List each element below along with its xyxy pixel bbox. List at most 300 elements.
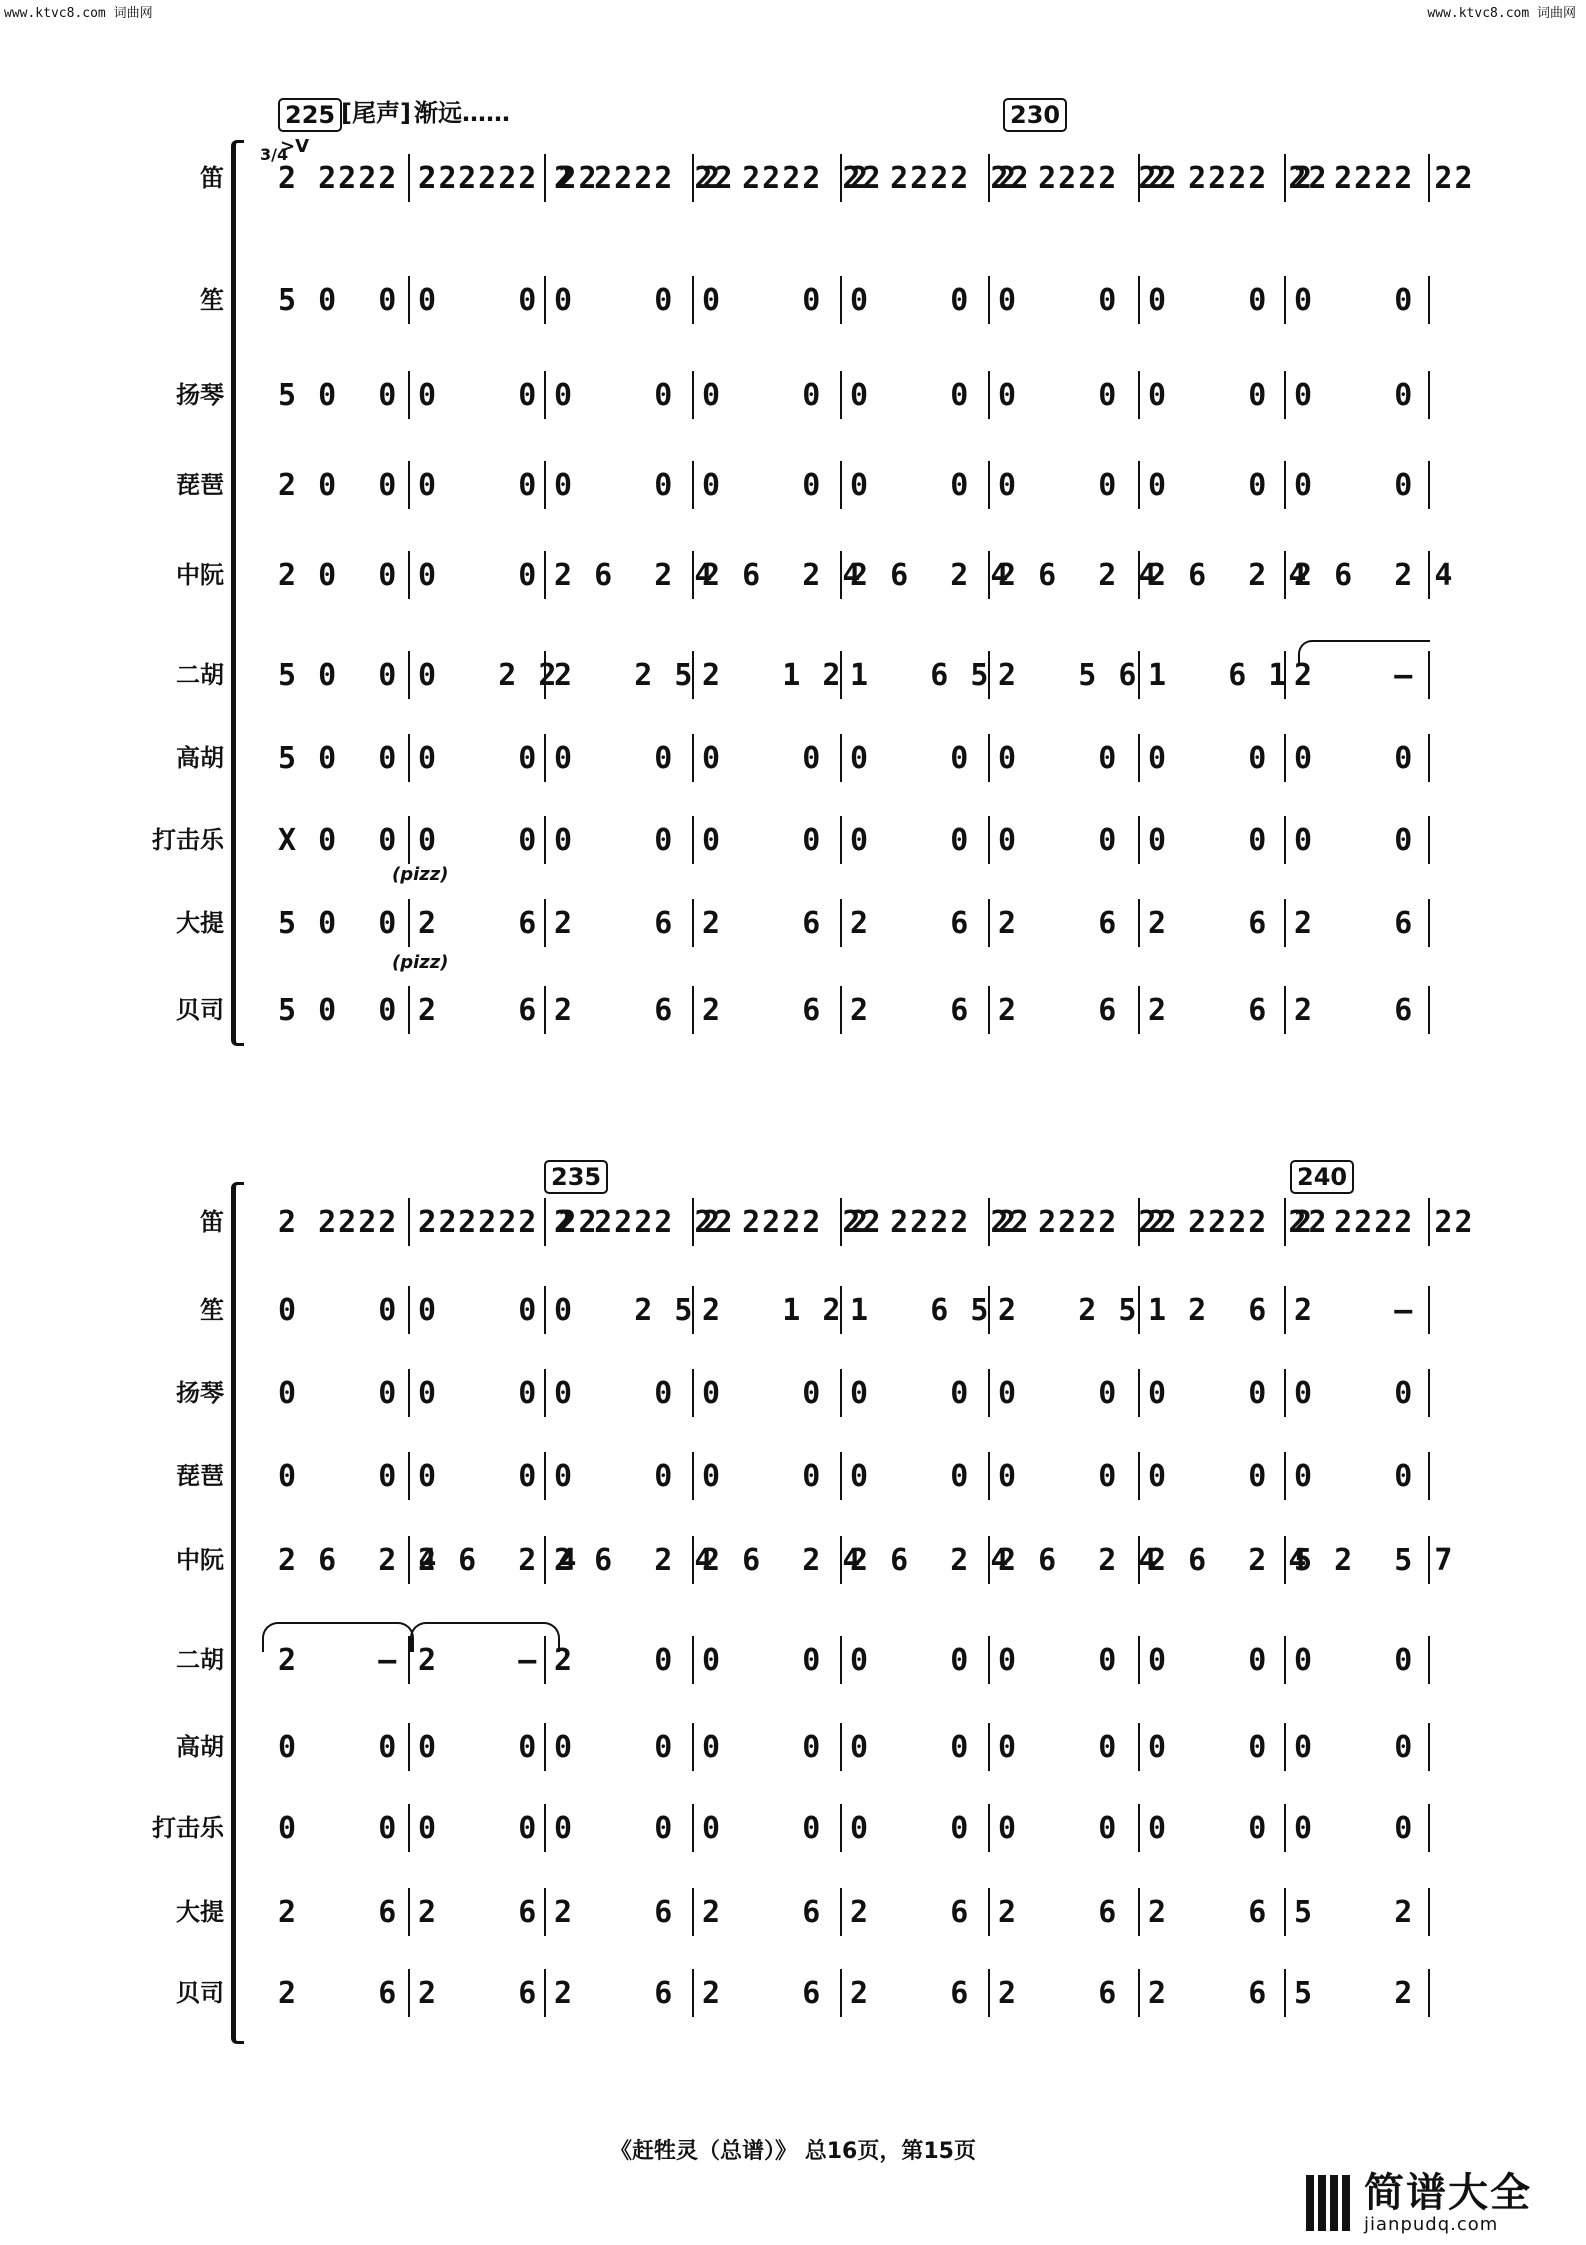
pizzicato-marking-1: (pizz)	[392, 864, 449, 885]
measure-notes: 5 0 0	[278, 657, 399, 693]
measure	[1284, 455, 1428, 515]
barline	[1428, 1286, 1430, 1334]
measure-notes: 2 6 2 4	[998, 1542, 1159, 1578]
staff-row	[0, 728, 1586, 788]
measure-notes: 0 0	[554, 1729, 675, 1765]
measure	[268, 1798, 408, 1858]
measure-notes: 0 0	[554, 282, 675, 318]
measure-notes: 5 0 0	[278, 282, 399, 318]
barline	[544, 734, 546, 782]
barline	[544, 1804, 546, 1852]
barline	[408, 734, 410, 782]
measure	[692, 1530, 863, 1590]
measure-notes: 2 2222 22	[278, 160, 459, 196]
measure	[692, 728, 840, 788]
barline	[988, 1969, 990, 2017]
barline	[1284, 816, 1286, 864]
barline	[1284, 1452, 1286, 1500]
measure-notes: 0 0	[278, 1458, 399, 1494]
barline	[988, 1198, 990, 1246]
measure	[1138, 645, 1289, 705]
measure-notes: 0 0	[418, 822, 539, 858]
barline	[408, 816, 410, 864]
measure	[544, 1530, 715, 1590]
barline	[544, 154, 546, 202]
measure-notes: 0 0	[850, 1810, 971, 1846]
measure	[1138, 810, 1284, 870]
barline	[692, 1804, 694, 1852]
barline	[544, 899, 546, 947]
barline	[1138, 1888, 1140, 1936]
measure	[408, 1798, 544, 1858]
measure-notes: 2 2222 22	[554, 1204, 735, 1240]
pizzicato-marking-2: (pizz)	[392, 952, 449, 973]
time-signature: 3/4	[260, 145, 289, 164]
barline	[1428, 986, 1430, 1034]
measure	[268, 1192, 459, 1252]
barline	[1138, 1369, 1140, 1417]
barline	[692, 1888, 694, 1936]
measure	[268, 728, 408, 788]
staff-row	[0, 1717, 1586, 1777]
measure-notes: 5 0 0	[278, 905, 399, 941]
measure	[544, 980, 692, 1040]
barline	[1284, 1536, 1286, 1584]
barline	[1138, 154, 1140, 202]
barline	[988, 1369, 990, 1417]
barline	[840, 1536, 842, 1584]
measure	[268, 1882, 408, 1942]
measure	[1138, 148, 1329, 208]
measure	[544, 1446, 692, 1506]
barline	[692, 1198, 694, 1246]
measure	[692, 810, 840, 870]
barline	[1428, 1198, 1430, 1246]
measure	[1138, 365, 1284, 425]
barline	[1138, 986, 1140, 1034]
measure-notes: 2 6	[418, 905, 539, 941]
section-label: [尾声]	[341, 99, 411, 127]
measure-notes: 2 2222 22	[702, 1204, 883, 1240]
measure	[988, 1963, 1138, 2023]
barline	[988, 734, 990, 782]
barline	[1284, 461, 1286, 509]
measure-notes: 2 –	[418, 1642, 539, 1678]
barline	[408, 1286, 410, 1334]
barline	[840, 1286, 842, 1334]
measure	[408, 980, 544, 1040]
instrument-name: 打击乐	[152, 1814, 224, 1842]
measure-notes: 2 0 0	[278, 557, 399, 593]
measure-notes: 0 0	[1148, 1810, 1269, 1846]
measure	[408, 1530, 579, 1590]
barline	[988, 651, 990, 699]
barline	[544, 986, 546, 1034]
barline	[988, 551, 990, 599]
measure	[544, 728, 692, 788]
barline	[1284, 734, 1286, 782]
measure-notes: 0 0	[850, 1729, 971, 1765]
measure-notes: 0 0	[998, 1375, 1119, 1411]
measure	[268, 270, 408, 330]
measure	[988, 893, 1138, 953]
rehearsal-mark-240: 240	[1290, 1160, 1354, 1194]
logo-name: 简谱大全	[1364, 2170, 1532, 2216]
measure	[1138, 1363, 1284, 1423]
instrument-name: 贝司	[176, 996, 224, 1024]
instrument-name: 贝司	[176, 1979, 224, 2007]
barline	[1138, 1636, 1140, 1684]
measure-notes: 5 2 5 7	[1294, 1542, 1455, 1578]
measure-notes: 0 0	[418, 557, 539, 593]
measure	[1284, 810, 1428, 870]
measure	[1138, 1530, 1309, 1590]
measure	[988, 728, 1138, 788]
barline	[988, 371, 990, 419]
measure	[408, 1446, 544, 1506]
measure-notes: 0 0	[278, 1810, 399, 1846]
barline	[544, 1452, 546, 1500]
measure-notes: 0 0	[702, 1729, 823, 1765]
measure-notes: 5 0 0	[278, 740, 399, 776]
barline	[1284, 276, 1286, 324]
measure	[1284, 148, 1475, 208]
barline	[840, 371, 842, 419]
measure	[544, 270, 692, 330]
measure-notes: 0 0	[554, 1375, 675, 1411]
measure	[408, 148, 599, 208]
barline	[544, 1888, 546, 1936]
measure	[840, 270, 988, 330]
barline	[840, 816, 842, 864]
measure	[840, 1446, 988, 1506]
measure	[840, 148, 1031, 208]
measure-notes: 2 6	[554, 905, 675, 941]
measure-notes: 0 0	[850, 467, 971, 503]
measure-notes: 5 0 0	[278, 992, 399, 1028]
measure	[840, 1963, 988, 2023]
measure	[1284, 1882, 1428, 1942]
measure	[408, 728, 544, 788]
barline	[1284, 1369, 1286, 1417]
instrument-name: 高胡	[176, 744, 224, 772]
measure-notes: 2 6	[278, 1975, 399, 2011]
instrument-name: 二胡	[176, 1646, 224, 1674]
measure-notes: 0 0	[998, 822, 1119, 858]
measure	[692, 1798, 840, 1858]
measure	[692, 1363, 840, 1423]
barline	[1284, 551, 1286, 599]
measure-notes: 2 6 2 4	[702, 1542, 863, 1578]
instrument-name: 大提	[176, 909, 224, 937]
barline	[840, 1888, 842, 1936]
staff-row	[0, 455, 1586, 515]
instrument-name: 笛	[200, 164, 224, 192]
measure-notes: 2 –	[278, 1642, 399, 1678]
measure-notes: 2 6	[418, 1894, 539, 1930]
measure	[840, 455, 988, 515]
site-logo	[1306, 2168, 1546, 2238]
measure	[1138, 1446, 1284, 1506]
measure-notes: 0 0	[1294, 1458, 1415, 1494]
measure-notes: 2 6 2 4	[278, 1542, 439, 1578]
measure	[544, 1280, 695, 1340]
measure-notes: 0 0	[418, 1729, 539, 1765]
barline	[408, 651, 410, 699]
barline	[692, 1452, 694, 1500]
measure-notes: 2 6	[702, 1975, 823, 2011]
measure	[692, 1963, 840, 2023]
measure	[1138, 1882, 1284, 1942]
barline	[988, 1536, 990, 1584]
measure	[840, 1280, 991, 1340]
measure	[840, 645, 991, 705]
measure-notes: 0 0	[1294, 822, 1415, 858]
barline	[692, 1636, 694, 1684]
measure-notes: 2 6	[998, 1894, 1119, 1930]
measure-notes: 2 2222 22	[998, 160, 1179, 196]
measure	[840, 1882, 988, 1942]
barline	[544, 1286, 546, 1334]
barline	[1284, 371, 1286, 419]
measure	[1284, 1963, 1428, 2023]
measure-notes: 2 2 5	[998, 1292, 1139, 1328]
barline	[1284, 154, 1286, 202]
accent-breath-mark: >V	[280, 136, 310, 157]
measure-notes: 0 0	[1148, 1642, 1269, 1678]
measure-notes: 2 6	[850, 1975, 971, 2011]
measure	[988, 810, 1138, 870]
measure	[988, 270, 1138, 330]
measure	[988, 1192, 1179, 1252]
barline	[988, 1723, 990, 1771]
measure	[1284, 1717, 1428, 1777]
instrument-name: 扬琴	[176, 1379, 224, 1407]
barline	[408, 1969, 410, 2017]
measure	[268, 1280, 408, 1340]
barline	[840, 461, 842, 509]
measure-notes: 0 0	[702, 1642, 823, 1678]
measure-notes: 0 0	[850, 1375, 971, 1411]
barline	[988, 1636, 990, 1684]
measure-notes: 2 6	[1148, 1975, 1269, 2011]
measure-notes: 0 0	[418, 1810, 539, 1846]
barline	[544, 651, 546, 699]
measure-notes: 0 0	[418, 1375, 539, 1411]
barline	[840, 734, 842, 782]
measure	[268, 148, 459, 208]
measure	[840, 980, 988, 1040]
measure-notes: 0 0	[998, 377, 1119, 413]
measure	[1284, 1363, 1428, 1423]
measure	[268, 1446, 408, 1506]
measure	[1138, 980, 1284, 1040]
measure	[268, 545, 408, 605]
measure	[1138, 893, 1284, 953]
barline	[408, 371, 410, 419]
measure-notes: 2 6	[418, 992, 539, 1028]
measure	[1284, 1630, 1428, 1690]
measure-notes: 2 2222 22	[554, 160, 735, 196]
measure	[1138, 1798, 1284, 1858]
barline	[692, 1536, 694, 1584]
measure-notes: 2 6	[850, 992, 971, 1028]
barline	[1284, 651, 1286, 699]
barline	[988, 816, 990, 864]
barline	[1428, 1804, 1430, 1852]
measure	[988, 1363, 1138, 1423]
measure-notes: 1 6 5	[850, 1292, 991, 1328]
measure	[544, 1798, 692, 1858]
barline	[692, 154, 694, 202]
staff-row	[0, 365, 1586, 425]
measure-notes: 0 0	[1294, 740, 1415, 776]
measure	[544, 1363, 692, 1423]
measure	[268, 810, 408, 870]
barline	[408, 1804, 410, 1852]
barline	[1138, 371, 1140, 419]
barline	[840, 1452, 842, 1500]
barline	[1284, 986, 1286, 1034]
barline	[1284, 899, 1286, 947]
measure	[268, 455, 408, 515]
barline	[988, 986, 990, 1034]
measure-notes: 0 0	[1294, 1375, 1415, 1411]
measure	[840, 365, 988, 425]
measure-notes: 0 0	[850, 822, 971, 858]
instrument-name: 扬琴	[176, 381, 224, 409]
rehearsal-mark-225: 225	[278, 98, 342, 132]
measure	[1138, 1963, 1284, 2023]
measure	[1284, 893, 1428, 953]
measure	[840, 545, 1011, 605]
measure-notes: 2 5 6	[998, 657, 1139, 693]
measure-notes: 2 6	[1294, 992, 1415, 1028]
measure-notes: 2 2222 22	[418, 160, 599, 196]
barline	[408, 276, 410, 324]
barline	[692, 1723, 694, 1771]
measure-notes: 2 1 2	[702, 1292, 843, 1328]
barline	[544, 371, 546, 419]
measure-notes: 2 6	[998, 1975, 1119, 2011]
instrument-name: 二胡	[176, 661, 224, 689]
instrument-name: 高胡	[176, 1733, 224, 1761]
measure-notes: 2 6	[554, 992, 675, 1028]
measure-notes: 0 0	[702, 1810, 823, 1846]
measure-notes: 0 0	[850, 377, 971, 413]
measure	[988, 645, 1138, 705]
staff-row	[0, 1963, 1586, 2023]
measure-notes: 0 0	[702, 467, 823, 503]
measure	[692, 1630, 840, 1690]
measure-notes: 0 0	[702, 1375, 823, 1411]
barline	[1138, 651, 1140, 699]
measure-notes: 0 0	[418, 377, 539, 413]
barline	[408, 1888, 410, 1936]
measure	[840, 1192, 1031, 1252]
barline	[988, 276, 990, 324]
measure	[408, 810, 544, 870]
measure-notes: 0 0	[998, 740, 1119, 776]
measure	[544, 1963, 692, 2023]
measure-notes: 0 0	[554, 822, 675, 858]
measure-notes: 0 0	[998, 1642, 1119, 1678]
piano-keys-icon	[1306, 2175, 1354, 2231]
barline	[1138, 551, 1140, 599]
staff-row	[0, 1280, 1586, 1340]
measure-notes: 2 2222 22	[850, 1204, 1031, 1240]
measure	[408, 365, 544, 425]
measure	[408, 270, 544, 330]
barline	[840, 1804, 842, 1852]
measure	[1138, 1280, 1284, 1340]
measure-notes: 0 0	[998, 1729, 1119, 1765]
measure	[692, 545, 863, 605]
barline	[840, 1969, 842, 2017]
measure-notes: 0 0	[998, 467, 1119, 503]
measure	[544, 1717, 692, 1777]
measure-notes: 0 0	[1294, 377, 1415, 413]
measure	[988, 148, 1179, 208]
measure	[1284, 728, 1428, 788]
measure	[840, 728, 988, 788]
measure	[1284, 1280, 1428, 1340]
measure	[268, 893, 408, 953]
measure	[988, 1446, 1138, 1506]
measure	[408, 1363, 544, 1423]
measure-notes: 2 2222 22	[1148, 1204, 1329, 1240]
barline	[1138, 1723, 1140, 1771]
barline	[544, 461, 546, 509]
barline	[840, 276, 842, 324]
measure-notes: 0 0	[278, 1729, 399, 1765]
measure-notes: 2 6 2 4	[1294, 557, 1455, 593]
measure-notes: 0 0	[1148, 1458, 1269, 1494]
staff-row	[0, 1630, 1586, 1690]
barline	[692, 651, 694, 699]
measure-notes: 0 0	[418, 467, 539, 503]
measure	[1138, 545, 1309, 605]
measure-notes: 0 0	[554, 740, 675, 776]
tie-slur	[410, 1622, 560, 1652]
measure	[544, 148, 735, 208]
barline	[1428, 1969, 1430, 2017]
measure	[408, 1280, 544, 1340]
barline	[1284, 1804, 1286, 1852]
measure-notes: 0 0	[998, 1810, 1119, 1846]
measure	[1138, 1192, 1329, 1252]
barline	[1428, 1723, 1430, 1771]
measure-notes: 0 0	[850, 282, 971, 318]
barline	[1138, 276, 1140, 324]
instrument-name: 大提	[176, 1898, 224, 1926]
instrument-name: 中阮	[176, 1546, 224, 1574]
measure	[544, 810, 692, 870]
barline	[1138, 1452, 1140, 1500]
barline	[1138, 1198, 1140, 1246]
measure	[840, 1530, 1011, 1590]
barline	[544, 1198, 546, 1246]
staff-row	[0, 810, 1586, 870]
measure	[268, 1530, 439, 1590]
barline	[544, 1723, 546, 1771]
measure-notes: 0 0	[1148, 282, 1269, 318]
measure-notes: 0 0	[850, 1642, 971, 1678]
measure	[1138, 270, 1284, 330]
barline	[1428, 734, 1430, 782]
barline	[840, 1636, 842, 1684]
measure	[692, 455, 840, 515]
